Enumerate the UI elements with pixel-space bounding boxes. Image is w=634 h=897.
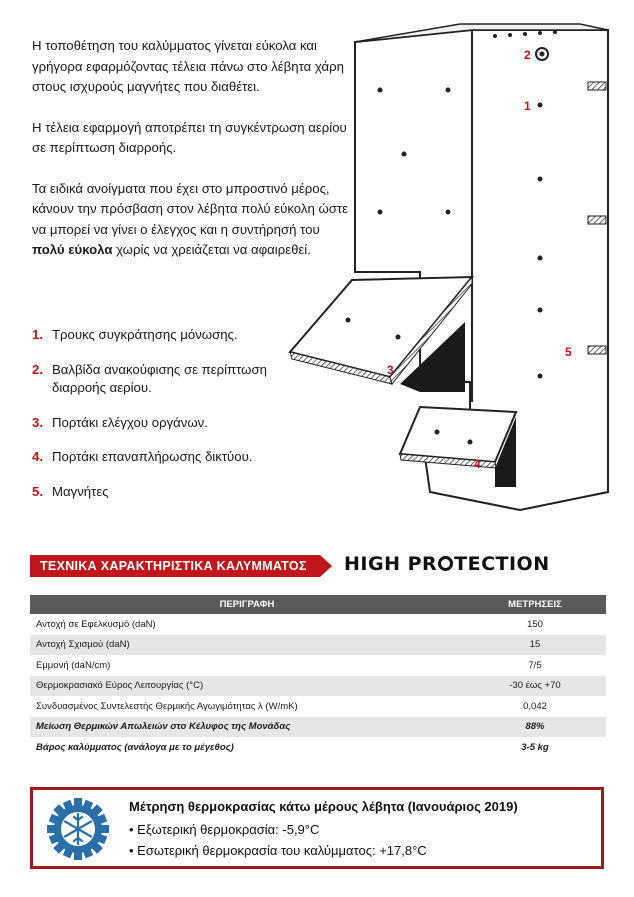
feature-text: Πορτάκι ελέγχου οργάνων. xyxy=(52,414,208,430)
label-1: 1 xyxy=(524,99,531,113)
feature-item xyxy=(32,448,312,467)
intro-p3-bold: πολύ εύκολα xyxy=(32,242,113,257)
brand-logo: HIGH PR TECTION xyxy=(344,553,550,575)
feature-text: Πορτάκι επαναπλήρωσης δικτύου. xyxy=(52,449,253,464)
table-row: Αντοχή Σχισμού (daN) 15 xyxy=(30,635,606,656)
label-5: 5 xyxy=(565,345,572,359)
outside-temperature: • Εξωτερική θερμοκρασία: -5,9°C xyxy=(129,822,320,837)
table-row: Μείωση Θερμικών Απωλειών στο Κέλυφος της Μονάδας 88% xyxy=(30,717,606,738)
specs-banner-title: ΤΕΧΝΙΚΑ ΧΑΡΑΚΤΗΡΙΣΤΙΚΑ ΚΑΛΥΜΜΑΤΟΣ xyxy=(40,559,307,573)
feature-list xyxy=(32,326,312,517)
table-row: Συνδυασμένος Συντελεστής Θερμικής Αγωγιμότητας λ (W/mK) 0,042 xyxy=(36,700,547,712)
inside-temperature: • Εσωτερική θερμοκρασία του καλύμματος: +17,8°C xyxy=(129,843,427,858)
boiler-cover-illustration xyxy=(280,22,610,522)
specs-table xyxy=(30,595,606,758)
snowflake-gear-icon xyxy=(47,798,109,860)
intro-paragraph-2: Η τέλεια εφαρμογή αποτρέπει τη συγκέντρωση αερίου σε περίπτωση διαρροής. xyxy=(32,119,347,155)
feature-number: 4. xyxy=(32,449,43,464)
temperature-title: Μέτρηση θερμοκρασίας κάτω μέρους λέβητα (Ιανουάριος 2019) xyxy=(129,799,518,814)
feature-item xyxy=(32,414,312,433)
table-row: Θερμοκρασιακό Εύρος Λειτουργίας (°C) -30 έως +70 xyxy=(30,676,606,697)
label-2: 2 xyxy=(524,48,531,62)
table-row: Βάρος καλύμματος (ανάλογα με το μέγεθος) 3-5 kg xyxy=(36,741,549,753)
col-header-description: ΠΕΡΙΓΡΑΦΗ xyxy=(30,595,464,614)
label-4: 4 xyxy=(474,457,481,471)
feature-number: 1. xyxy=(32,327,43,342)
feature-text: Τρουκς συγκράτησης μόνωσης. xyxy=(52,327,238,342)
specs-banner xyxy=(30,555,332,577)
label-3: 3 xyxy=(387,363,394,377)
intro-p3-start: Τα ειδικά ανοίγματα που έχει στο μπροστινό μέρος, κάνουν την πρόσβαση στον λέβητα πολύ εύκολη ώστε να μπορεί να γίνει ο έλεγχος και η συντήρησή του xyxy=(32,180,349,237)
table-row: Αντοχή σε Εφελκυσμό (daN) 150 xyxy=(36,618,543,630)
feature-text: Βαλβίδα ανακούφισης σε περίπτωση διαρροής αερίου. xyxy=(52,361,267,395)
feature-number: 2. xyxy=(32,361,43,377)
feature-item xyxy=(32,483,312,502)
col-header-measurements: ΜΕΤΡΗΣΕΙΣ xyxy=(464,595,606,614)
feature-item xyxy=(32,326,312,345)
feature-number: 5. xyxy=(32,483,43,499)
feature-text: Μαγνήτες xyxy=(52,483,109,499)
feature-number: 3. xyxy=(32,414,43,430)
feature-item xyxy=(32,361,312,398)
table-row: Εμμονή (daN/cm) 7/5 xyxy=(36,659,542,671)
intro-paragraph-1: Η τοποθέτηση του καλύμματος γίνεται εύκολα και γρήγορα εφαρμόζοντας τέλεια πάνω στο λέβητα χάρη στους ισχυρούς μαγνήτες που διαθέτει. xyxy=(32,38,344,94)
intro-p3-end: χωρίς να χρειάζεται να αφαιρεθεί. xyxy=(112,242,311,257)
brand-o-icon xyxy=(438,556,453,571)
temperature-box xyxy=(30,787,604,869)
